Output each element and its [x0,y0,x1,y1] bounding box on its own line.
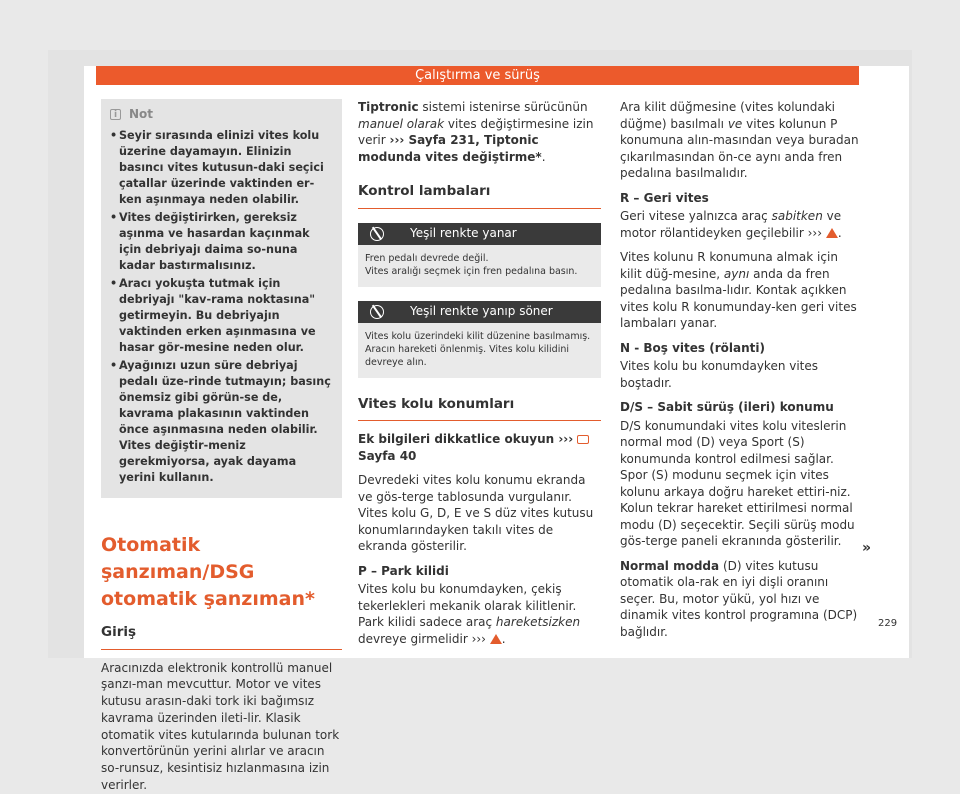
text-span: devreye girmelidir ››› [358,631,490,646]
text-span: (D) vites kutusu otomatik ola-rak en iyi dişli oranını seçer. Bu, motor yükü, yol hızı ve dinamik vites kontrol programına (DCP) bağlıdır. [620,558,858,639]
continue-arrow-icon: » [862,540,872,556]
info-icon [110,109,121,120]
text-span: Ara kilit düğmesine (vites kolundaki düğme) basılmalı [620,100,836,131]
brake-indicator-icon [370,227,384,241]
text-italic: manuel olarak [358,116,445,131]
positions-heading: Vites kolu konumları [358,396,601,422]
column-middle [358,99,601,655]
lamp-box [358,301,601,378]
info-reference-text: Ek bilgileri dikkatlice okuyun ››› [358,432,574,446]
page-number: 229 [878,618,898,629]
p-position-text: Vites kolu bu konumdayken, çekiş tekerlekleri mekanik olarak kilitlenir. Park kilidi sadece araç hareketsizken devreye girmelidir ››› . [358,582,581,646]
intro-paragraph: Aracınızda elektronik kontrollü manuel şanzı-man mevcuttur. Motor ve vites kutusu arasın-daki tork iki bağımsız kavrama üzerinden ileti-lir. Klasik otomatik vites kutularında bulunan tork konvertörünün yerini alırlar ve aracın so-runsuz, kesintisiz hızlanmasına izin verirler. [101,660,340,793]
text-span: vites değiştirmesine izin verir [358,116,594,147]
text-italic: sabitken [771,209,823,223]
info-reference [358,431,601,464]
column-left [101,99,342,794]
text-span: . [541,149,546,164]
lamp-description: Fren pedalı devrede değil. Vites aralığı seçmek için fren pedalına basın. [358,245,601,287]
text-span: vites kolunun P konumuna alın-masından veya buradan çıkarılmasından ön-ce aynı anda fren pedalına basılmalıdır. [620,116,859,180]
note-item: • Ayağınızı uzun süre debriyaj pedalı üze-rinde tutmayın; basınç önemsiz gibi görün-se de, kavrama plakasının vaktinden önce aşınmasına neden olabilir. Vites değiştir-meniz gerekmiyorsa, ayak dayama yerini kullanın. [110,358,333,486]
r-position-detail [620,249,860,332]
note-header [110,106,333,122]
warning-icon [826,228,838,238]
lamp-description: Vites kolu üzerindeki kilit düzenine basılmamış. Aracın hareketi önlenmiş. Vites kolu kilidini devreye alın. [358,323,601,378]
text-span: anda da fren pedalına basılma-lıdır. Kontak açıkken vites kolu R konumunday-ken geri vites lambaları yanar. [620,266,857,330]
note-item: • Vites değiştirirken, gereksiz aşınma ve hasardan kaçınmak için debriyajı daima so-nuna kadar bastırmalısınız. [110,210,333,274]
n-position-text: Vites kolu bu konumdayken vites boştadır. [620,359,819,390]
page-reference-link[interactable]: Sayfa 40 [358,448,417,463]
brake-indicator-icon [370,305,384,319]
note-box [101,99,342,498]
note-item: • Aracı yokuşta tutmak için debriyajı "kav-rama noktasına" getirmeyin. Bu debriyajın vaktinden erken aşınmasına ve hasar gör-mesine neden olur. [110,276,333,356]
p-continued [620,99,860,182]
normal-mode-text [620,558,860,641]
note-item: • Seyir sırasında elinizi vites kolu üzerine dayamayın. Elinizin basıncı vites kutusun-daki seçici çatallar üzerinde vaktinden er-ken aşınmaya neden olabilir. [110,128,333,208]
section-title: Otomatik şanzıman/DSG otomatik şanzıman* [101,534,315,610]
column-right [620,99,860,648]
lamps-heading: Kontrol lambaları [358,183,601,209]
text-italic: aynı [723,266,750,281]
tiptronic-term: Tiptronic [358,100,419,114]
ds-position-title: D/S – Sabit sürüş (ileri) konumu [620,400,834,414]
lamp-label: Yeşil renkte yanar [410,226,517,241]
book-icon [577,435,589,444]
page-reference-link[interactable]: ››› Sayfa 231, Tiptonic modunda vites değiştirme* [358,133,542,164]
lamp-box [358,223,601,287]
r-position-title: R – Geri vites [620,190,709,205]
text-span: ve motor rölantideyken geçilebilir ››› [620,209,842,240]
positions-intro: Devredeki vites kolu konumu ekranda ve gös-terge tablosunda vurgulanır. Vites kolu G, D, E ve S düz vites kutusu konumlarındayken takılı vites de ekranda gösterilir. [358,473,594,553]
text-span: Geri vitese yalnızca araç [620,209,772,223]
chapter-header: Çalıştırma ve sürüş [96,66,859,85]
note-title: Not [129,107,154,121]
text-span: Vites kolunu R konumuna almak için kilit düğ-mesine, [620,250,838,281]
section-subtitle: Giriş [101,624,342,650]
tiptronic-paragraph [358,99,601,165]
n-position-title: N - Boş vites (rölanti) [620,340,765,355]
note-list [110,128,333,486]
lamp-header [358,301,601,323]
lamp-label: Yeşil renkte yanıp söner [410,304,553,319]
p-position-title: P – Park kilidi [358,563,449,578]
ds-position-text: D/S konumundaki vites kolu viteslerin normal mod (D) veya Sport (S) konumunda kontrol edilmesi sağlar. Spor (S) modunu seçmek için vites kolunu arkaya doğru hareket ettiri-niz. Kolun tekrar hareket ettirilmesi normal modu (D) seçecektir. Seçili sürüş modu gös-terge paneli ekranında gösterilir. [620,418,855,548]
r-position-text: Geri vitese yalnızca araç sabitken ve motor rölantideyken geçilebilir ››› . [620,209,842,240]
text-italic: ve [727,116,743,131]
text-italic: hareketsizken [495,615,581,629]
normal-mode-term: Normal modda [620,558,720,573]
lamp-header [358,223,601,245]
text-span: sistemi istenirse sürücünün [418,100,588,114]
text-span: Vites kolu bu konumdayken, çekiş tekerlekleri mekanik olarak kilitlenir. Park kilidi sadece araç [358,582,577,629]
warning-icon [490,634,502,644]
